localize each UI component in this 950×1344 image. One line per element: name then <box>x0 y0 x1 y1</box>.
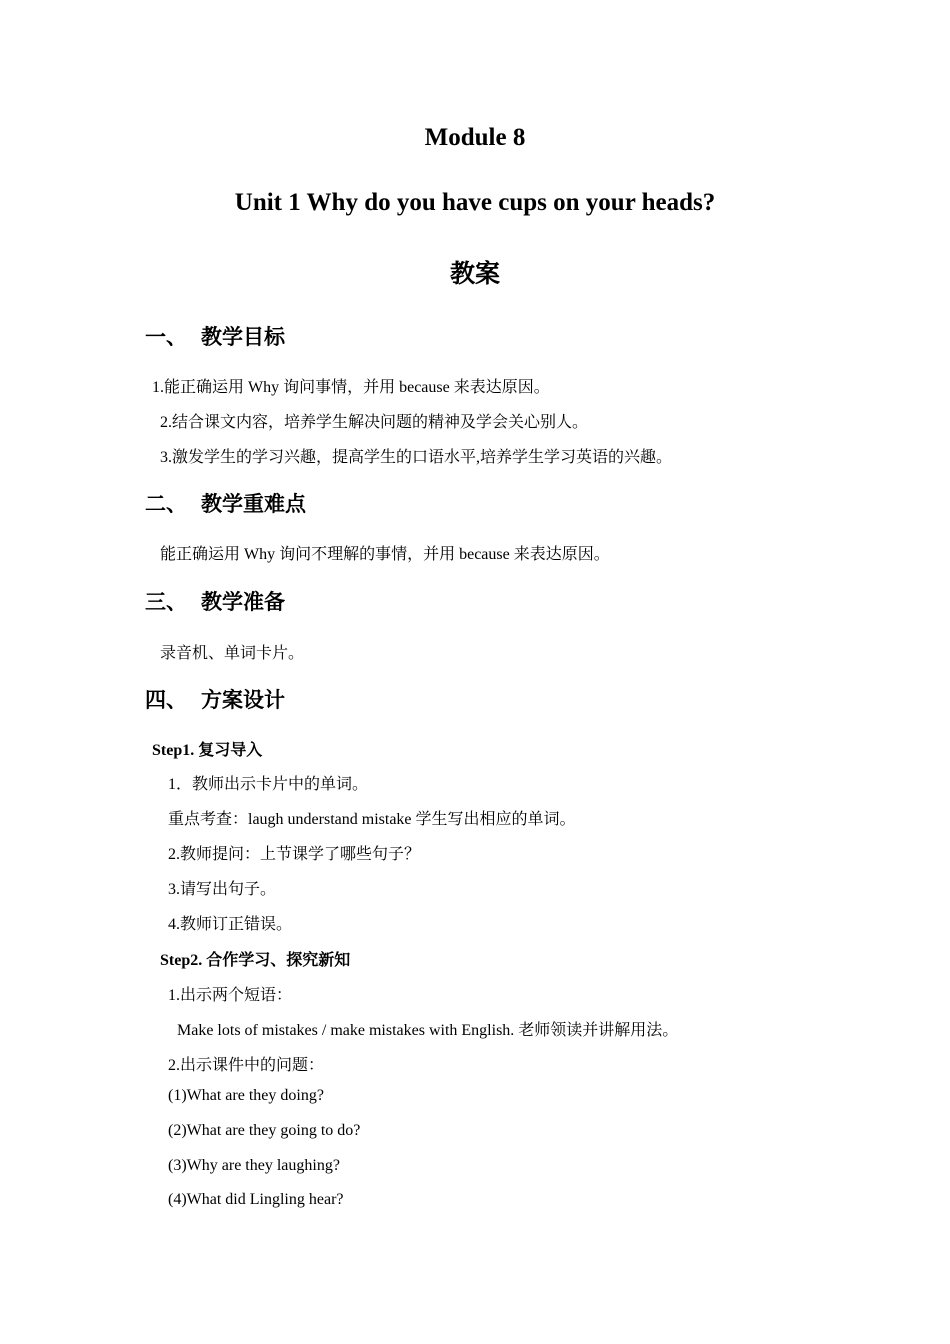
preparation-line: 录音机、单词卡片。 <box>160 645 305 662</box>
step-line: 2.教师提问：上节课学了哪些句子？ <box>168 846 421 863</box>
module-title: Module 8 <box>424 124 526 151</box>
step-line: 2.出示课件中的问题： <box>168 1057 325 1074</box>
step-label: Step1. 复习导入 <box>152 742 263 759</box>
doc-type-title: 教案 <box>449 259 500 288</box>
key-point-line: 能正确运用 Why 询问不理解的事情，并用 because 来表达原因。 <box>160 546 610 563</box>
section-title: 方案设计 <box>201 688 285 712</box>
step-line: (4)What did Lingling hear? <box>168 1191 344 1208</box>
objective-line: 2.结合课文内容，培养学生解决问题的精神及学会关心别人。 <box>160 414 589 431</box>
step-label: Step2. 合作学习、探究新知 <box>160 952 351 969</box>
section-title: 教学重难点 <box>201 492 306 516</box>
section-number: 二、 <box>145 492 187 516</box>
step-line: 1.出示两个短语： <box>168 987 293 1004</box>
step-line: 4.教师订正错误。 <box>168 916 293 933</box>
section-number: 一、 <box>145 325 187 349</box>
objective-line: 3.激发学生的学习兴趣，提高学生的口语水平,培养学生学习英语的兴趣。 <box>160 449 673 466</box>
unit-title: Unit 1 Why do you have cups on your heads? <box>234 189 716 216</box>
step-line: (2)What are they going to do? <box>168 1122 361 1139</box>
section-number: 四、 <box>145 688 187 712</box>
section-heading-preparation <box>145 586 285 616</box>
section-title: 教学准备 <box>201 590 285 614</box>
step-line: Make lots of mistakes / make mistakes with English. 老师领读并讲解用法。 <box>177 1022 679 1039</box>
step-line: 重点考查：laugh understand mistake 学生写出相应的单词。 <box>168 811 576 828</box>
section-number: 三、 <box>145 590 187 614</box>
step-line: (3)Why are they laughing? <box>168 1157 340 1174</box>
step-line: 3.请写出句子。 <box>168 881 277 898</box>
section-title: 教学目标 <box>201 325 285 349</box>
section-heading-key-points <box>145 488 306 518</box>
section-heading-objectives <box>145 321 285 351</box>
step-line: 1．教师出示卡片中的单词。 <box>168 776 369 793</box>
step-line: (1)What are they doing? <box>168 1087 324 1104</box>
section-heading-design <box>145 684 285 714</box>
objective-line: 1.能正确运用 Why 询问事情，并用 because 来表达原因。 <box>152 379 550 396</box>
